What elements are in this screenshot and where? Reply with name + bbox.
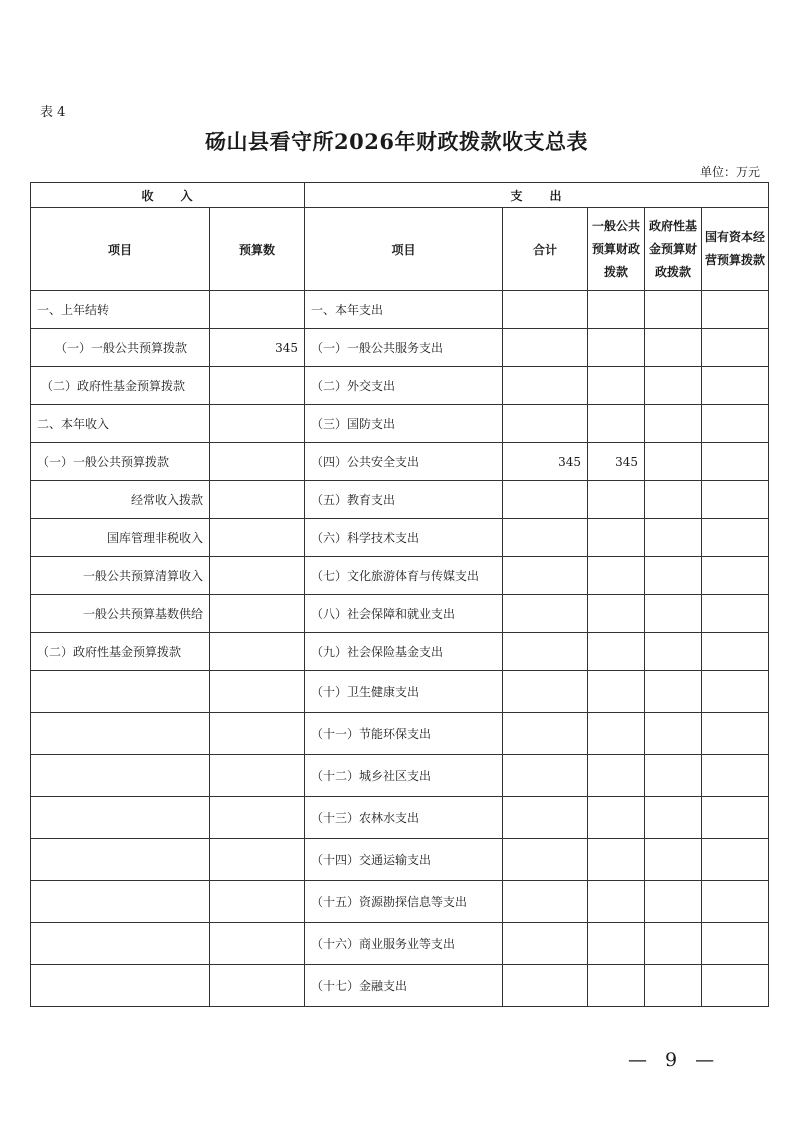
expense-cell: （十五）资源勘探信息等支出 [305, 881, 503, 923]
income-cell [31, 881, 210, 923]
general-cell [588, 965, 645, 1007]
budget-cell [210, 881, 305, 923]
state-cell [702, 405, 769, 443]
general-cell [588, 405, 645, 443]
general-cell [588, 755, 645, 797]
general-cell [588, 633, 645, 671]
budget-cell [210, 923, 305, 965]
state-cell [702, 755, 769, 797]
state-cell [702, 443, 769, 481]
table-body [31, 291, 769, 1007]
general-cell [588, 713, 645, 755]
total-cell [503, 633, 588, 671]
state-cell [702, 329, 769, 367]
budget-cell [210, 367, 305, 405]
expense-cell: （十）卫生健康支出 [305, 671, 503, 713]
expense-cell: （三）国防支出 [305, 405, 503, 443]
state-cell [702, 965, 769, 1007]
state-capital-header: 国有资本经营预算拨款 [702, 208, 769, 291]
general-cell [588, 839, 645, 881]
state-cell [702, 367, 769, 405]
table-row [31, 481, 769, 519]
budget-cell [210, 405, 305, 443]
state-cell [702, 557, 769, 595]
income-cell: 国库管理非税收入 [31, 519, 210, 557]
total-cell: 345 [503, 443, 588, 481]
income-section-header: 收 入 [31, 183, 305, 208]
table-row [31, 443, 769, 481]
fund-budget-header: 政府性基金预算财政拨款 [645, 208, 702, 291]
table-row [31, 671, 769, 713]
expense-cell: 一、本年支出 [305, 291, 503, 329]
general-cell [588, 923, 645, 965]
total-cell [503, 367, 588, 405]
income-cell: （二）政府性基金预算拨款 [31, 633, 210, 671]
general-cell [588, 557, 645, 595]
unit-label: 单位：万元 [699, 165, 760, 179]
total-cell [503, 965, 588, 1007]
general-cell [588, 595, 645, 633]
total-cell [503, 557, 588, 595]
budget-cell [210, 481, 305, 519]
fund-cell [645, 291, 702, 329]
fund-cell [645, 405, 702, 443]
expense-cell: （十四）交通运输支出 [305, 839, 503, 881]
income-item-header: 项目 [31, 208, 210, 291]
expense-cell: （十三）农林水支出 [305, 797, 503, 839]
table-row [31, 291, 769, 329]
fund-cell [645, 481, 702, 519]
budget-header: 预算数 [210, 208, 305, 291]
total-cell [503, 595, 588, 633]
table-row [31, 633, 769, 671]
total-cell [503, 713, 588, 755]
total-cell [503, 671, 588, 713]
table-row [31, 405, 769, 443]
total-cell [503, 881, 588, 923]
table-row [31, 557, 769, 595]
budget-cell [210, 557, 305, 595]
expense-cell: （十六）商业服务业等支出 [305, 923, 503, 965]
state-cell [702, 481, 769, 519]
table-row [31, 519, 769, 557]
table-row [31, 713, 769, 755]
expense-cell: （十七）金融支出 [305, 965, 503, 1007]
general-budget-header: 一般公共预算财政拨款 [588, 208, 645, 291]
income-cell [31, 965, 210, 1007]
income-cell [31, 839, 210, 881]
general-cell: 345 [588, 443, 645, 481]
expense-cell: （十一）节能环保支出 [305, 713, 503, 755]
total-cell [503, 481, 588, 519]
fund-cell [645, 367, 702, 405]
expense-section-header: 支 出 [305, 183, 769, 208]
state-cell [702, 633, 769, 671]
total-header: 合计 [503, 208, 588, 291]
state-cell [702, 713, 769, 755]
document-label: 表 4 [40, 105, 66, 120]
fund-cell [645, 713, 702, 755]
table-row [31, 595, 769, 633]
total-cell [503, 923, 588, 965]
income-cell [31, 671, 210, 713]
page-title: 砀山县看守所2026年财政拨款收支总表 [205, 129, 588, 154]
budget-cell [210, 965, 305, 1007]
page-number: — 9 — [628, 1049, 721, 1071]
total-cell [503, 329, 588, 367]
income-cell: 二、本年收入 [31, 405, 210, 443]
table-row [31, 965, 769, 1007]
general-cell [588, 291, 645, 329]
fund-cell [645, 965, 702, 1007]
budget-table [30, 182, 769, 1007]
income-cell: 一、上年结转 [31, 291, 210, 329]
fund-cell [645, 881, 702, 923]
state-cell [702, 881, 769, 923]
general-cell [588, 671, 645, 713]
expense-cell: （五）教育支出 [305, 481, 503, 519]
state-cell [702, 923, 769, 965]
fund-cell [645, 557, 702, 595]
table-row [31, 839, 769, 881]
income-cell: （一）一般公共预算拨款 [31, 329, 210, 367]
fund-cell [645, 923, 702, 965]
expense-item-header: 项目 [305, 208, 503, 291]
table-row [31, 367, 769, 405]
income-cell [31, 797, 210, 839]
total-cell [503, 519, 588, 557]
state-cell [702, 595, 769, 633]
budget-cell: 345 [210, 329, 305, 367]
total-cell [503, 755, 588, 797]
fund-cell [645, 329, 702, 367]
expense-cell: （八）社会保障和就业支出 [305, 595, 503, 633]
expense-cell: （一）一般公共服务支出 [305, 329, 503, 367]
budget-cell [210, 713, 305, 755]
income-cell: （一）一般公共预算拨款 [31, 443, 210, 481]
total-cell [503, 291, 588, 329]
state-cell [702, 797, 769, 839]
state-cell [702, 671, 769, 713]
income-cell: 经常收入拨款 [31, 481, 210, 519]
income-cell: （二）政府性基金预算拨款 [31, 367, 210, 405]
table-row [31, 881, 769, 923]
budget-cell [210, 797, 305, 839]
table-row [31, 329, 769, 367]
income-cell: 一般公共预算清算收入 [31, 557, 210, 595]
budget-cell [210, 443, 305, 481]
state-cell [702, 839, 769, 881]
fund-cell [645, 633, 702, 671]
total-cell [503, 839, 588, 881]
budget-cell [210, 633, 305, 671]
expense-cell: （二）外交支出 [305, 367, 503, 405]
expense-cell: （九）社会保险基金支出 [305, 633, 503, 671]
general-cell [588, 329, 645, 367]
expense-cell: （十二）城乡社区支出 [305, 755, 503, 797]
fund-cell [645, 595, 702, 633]
budget-cell [210, 291, 305, 329]
income-cell: 一般公共预算基数供给 [31, 595, 210, 633]
fund-cell [645, 839, 702, 881]
table-row [31, 923, 769, 965]
general-cell [588, 367, 645, 405]
total-cell [503, 797, 588, 839]
total-cell [503, 405, 588, 443]
budget-cell [210, 519, 305, 557]
income-cell [31, 755, 210, 797]
income-cell [31, 713, 210, 755]
fund-cell [645, 671, 702, 713]
fund-cell [645, 797, 702, 839]
expense-cell: （六）科学技术支出 [305, 519, 503, 557]
general-cell [588, 797, 645, 839]
state-cell [702, 519, 769, 557]
general-cell [588, 881, 645, 923]
income-cell [31, 923, 210, 965]
expense-cell: （四）公共安全支出 [305, 443, 503, 481]
budget-cell [210, 839, 305, 881]
budget-cell [210, 671, 305, 713]
fund-cell [645, 443, 702, 481]
state-cell [702, 291, 769, 329]
budget-cell [210, 755, 305, 797]
budget-cell [210, 595, 305, 633]
general-cell [588, 481, 645, 519]
table-row [31, 755, 769, 797]
table-row [31, 797, 769, 839]
general-cell [588, 519, 645, 557]
expense-cell: （七）文化旅游体育与传媒支出 [305, 557, 503, 595]
fund-cell [645, 519, 702, 557]
fund-cell [645, 755, 702, 797]
